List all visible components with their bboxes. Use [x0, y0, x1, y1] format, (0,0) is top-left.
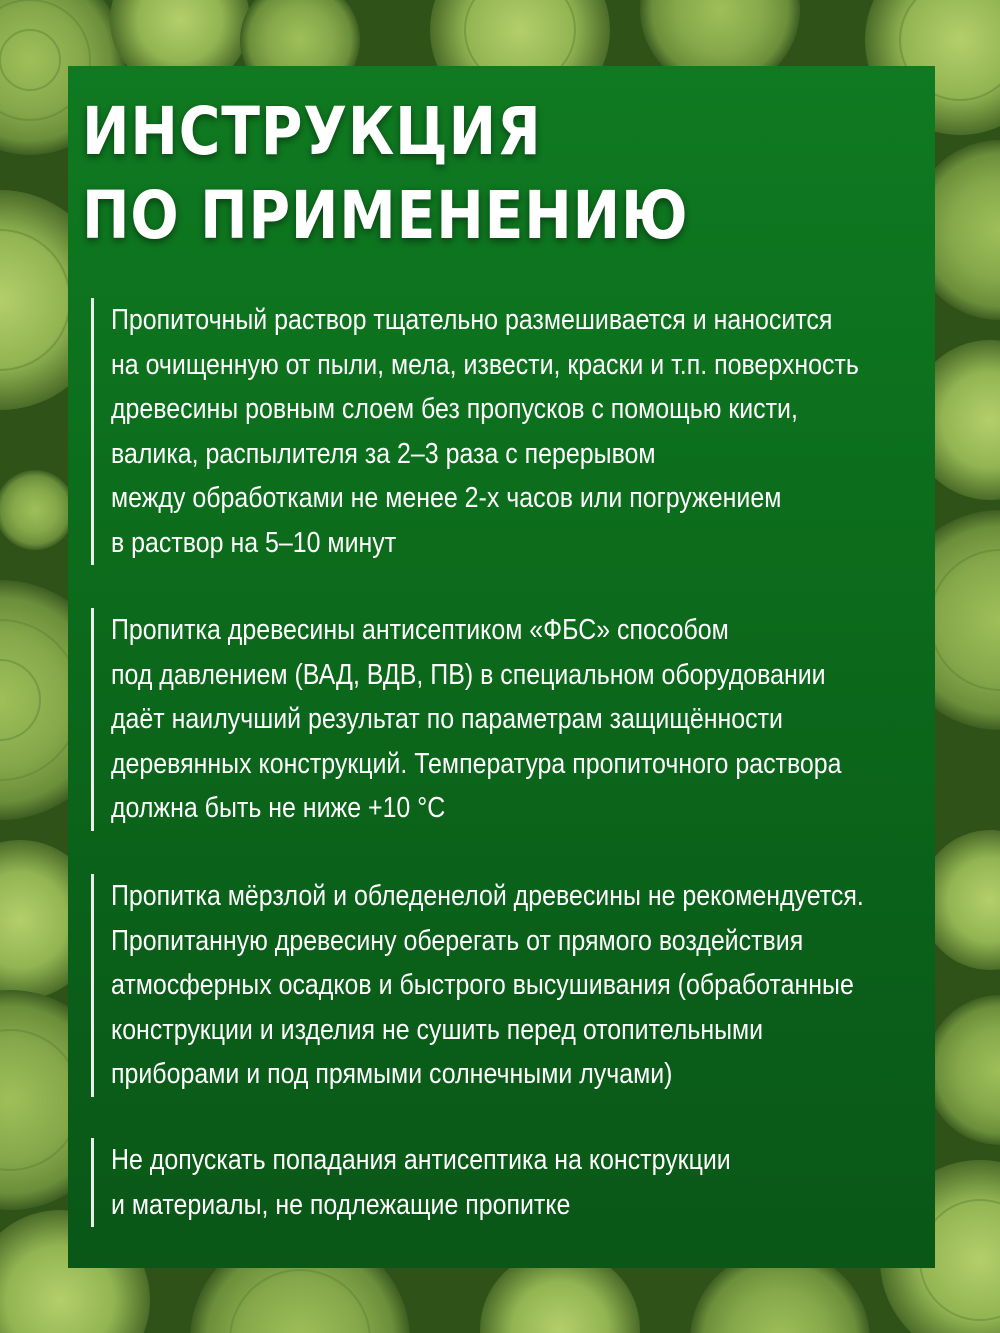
instruction-panel [68, 66, 935, 1268]
paragraph-line: должна быть не ниже +10 °С [111, 792, 446, 824]
paragraph-line: Пропитка древесины антисептиком «ФБС» способом [111, 614, 729, 646]
paragraph-line: Пропиточный раствор тщательно размешивается и наносится [111, 304, 833, 336]
paragraph-line: между обработками не менее 2-х часов или погружением [111, 482, 782, 514]
instruction-paragraph-4 [91, 1138, 929, 1227]
paragraph-line: конструкции и изделия не сушить перед отопительными [111, 1013, 764, 1046]
page-title [82, 90, 688, 258]
paragraph-line: древесины ровным слоем без пропусков с помощью кисти, [111, 393, 798, 425]
title-line-1: ИНСТРУКЦИЯ [82, 93, 542, 170]
paragraph-line: и материалы, не подлежащие пропитке [111, 1188, 571, 1221]
paragraph-line: Пропитанную древесину оберегать от прямого воздействия [111, 924, 804, 957]
instruction-paragraph-1 [91, 298, 929, 565]
title-line-2: ПО ПРИМЕНЕНИЮ [82, 177, 689, 254]
paragraph-line: валика, распылителя за 2–3 раза с перерывом [111, 437, 656, 470]
paragraph-line: приборами и под прямыми солнечными лучами) [111, 1058, 673, 1090]
paragraph-line: деревянных конструкций. Температура пропиточного раствора [111, 747, 842, 780]
paragraph-line: в раствор на 5–10 минут [111, 526, 397, 559]
paragraph-line: даёт наилучший результат по параметрам защищённости [111, 703, 783, 735]
instruction-paragraph-2 [91, 608, 929, 831]
paragraph-line: Пропитка мёрзлой и обледенелой древесины не рекомендуется. [111, 880, 864, 912]
paragraph-line: под давлением (ВАД, ВДВ, ПВ) в специальном оборудовании [111, 658, 826, 691]
paragraph-line: атмосферных осадков и быстрого высушивания (обработанные [111, 969, 854, 1001]
paragraph-line: Не допускать попадания антисептика на конструкции [111, 1144, 731, 1176]
paragraph-line: на очищенную от пыли, мела, извести, краски и т.п. поверхность [111, 348, 859, 381]
instruction-paragraph-3 [91, 874, 929, 1097]
